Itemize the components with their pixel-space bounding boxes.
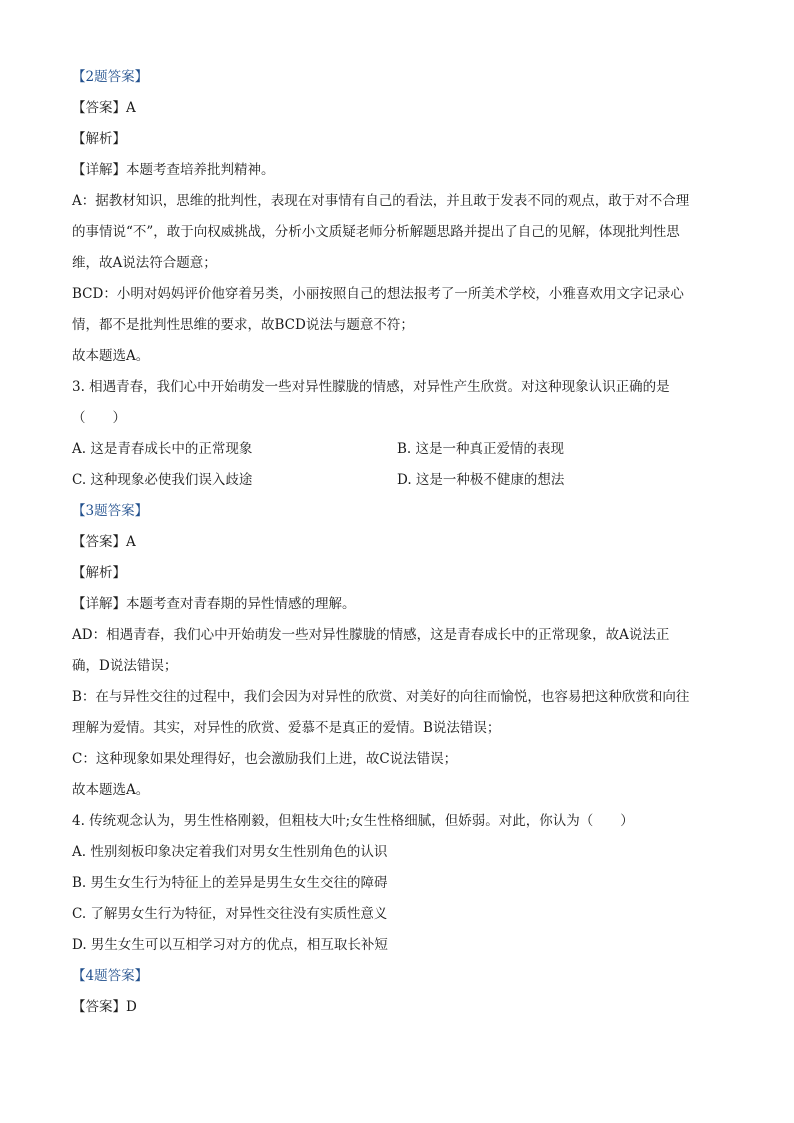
q3-explanation-line: AD：相遇青春，我们心中开始萌发一些对异性朦胧的情感，这是青春成长中的正常现象，故A说法正 [72,627,670,643]
q3-explanation-line: C：这种现象如果处理得好，也会激励我们上进，故C说法错误； [72,751,458,767]
q3-option-c: C. 这种现象必使我们误入歧途 [72,472,253,488]
q4-option-c: C. 了解男女生行为特征，对异性交往没有实质性意义 [72,906,388,922]
q2-explanation-line: BCD：小明对妈妈评价他穿着另类，小丽按照自己的想法报考了一所美术学校，小雅喜欢用文字记录心 [72,286,684,302]
q4-option-a: A. 性别刻板印象决定着我们对男女生性别角色的认识 [72,844,388,860]
q4-option-b: B. 男生女生行为特征上的差异是男生女生交往的障碍 [72,875,388,891]
q2-answer: 【答案】A [72,100,136,116]
q3-stem: 3. 相遇青春，我们心中开始萌发一些对异性朦胧的情感，对异性产生欣赏。对这种现象认识正确的是 [72,379,670,395]
q4-option-d: D. 男生女生可以互相学习对方的优点，相互取长补短 [72,937,388,953]
q2-answer-header: 【2题答案】 [72,69,149,85]
q2-analysis-label: 【解析】 [72,131,126,147]
q3-explanation-line: 理解为爱情。其实，对异性的欣赏、爱慕不是真正的爱情。B说法错误； [72,720,501,736]
q2-explanation-line: A：据教材知识，思维的批判性，表现在对事情有自己的看法，并且敢于发表不同的观点，敢于对不合理 [72,193,690,209]
q3-explanation-line: 确，D说法错误； [72,658,178,674]
q3-conclusion: 故本题选A。 [72,782,150,798]
q2-explanation-line: 情，都不是批判性思维的要求，故BCD说法与题意不符； [72,317,414,333]
q3-option-a: A. 这是青春成长中的正常现象 [72,441,253,457]
document-page [72,62,722,1023]
q3-explanation-line: B：在与异性交往的过程中，我们会因为对异性的欣赏、对美好的向往而愉悦，也容易把这种欣赏和向往 [72,689,690,705]
q2-explanation-line: 的事情说“不”，敢于向权威挑战，分析小文质疑老师分析解题思路并提出了自己的见解，体现批判性思 [72,224,680,240]
q3-options-row [72,434,722,465]
q3-analysis-label: 【解析】 [72,565,126,581]
q3-answer: 【答案】A [72,534,136,550]
q3-answer-header: 【3题答案】 [72,503,149,519]
q3-stem-blank: （ ） [72,410,126,426]
q4-stem: 4. 传统观念认为，男生性格刚毅，但粗枝大叶;女生性格细腻，但娇弱。对此，你认为（ ） [72,813,634,829]
q3-option-b: B. 这是一种真正爱情的表现 [397,441,565,457]
q2-explanation-line: 维，故A说法符合题意； [72,255,217,271]
q2-detail: 【详解】本题考查培养批判精神。 [72,162,275,178]
q4-answer: 【答案】D [72,999,137,1015]
q2-conclusion: 故本题选A。 [72,348,150,364]
q3-option-d: D. 这是一种极不健康的想法 [397,472,565,488]
q3-options-row [72,465,722,496]
q3-detail: 【详解】本题考查对青春期的异性情感的理解。 [72,596,356,612]
q4-answer-header: 【4题答案】 [72,968,149,984]
